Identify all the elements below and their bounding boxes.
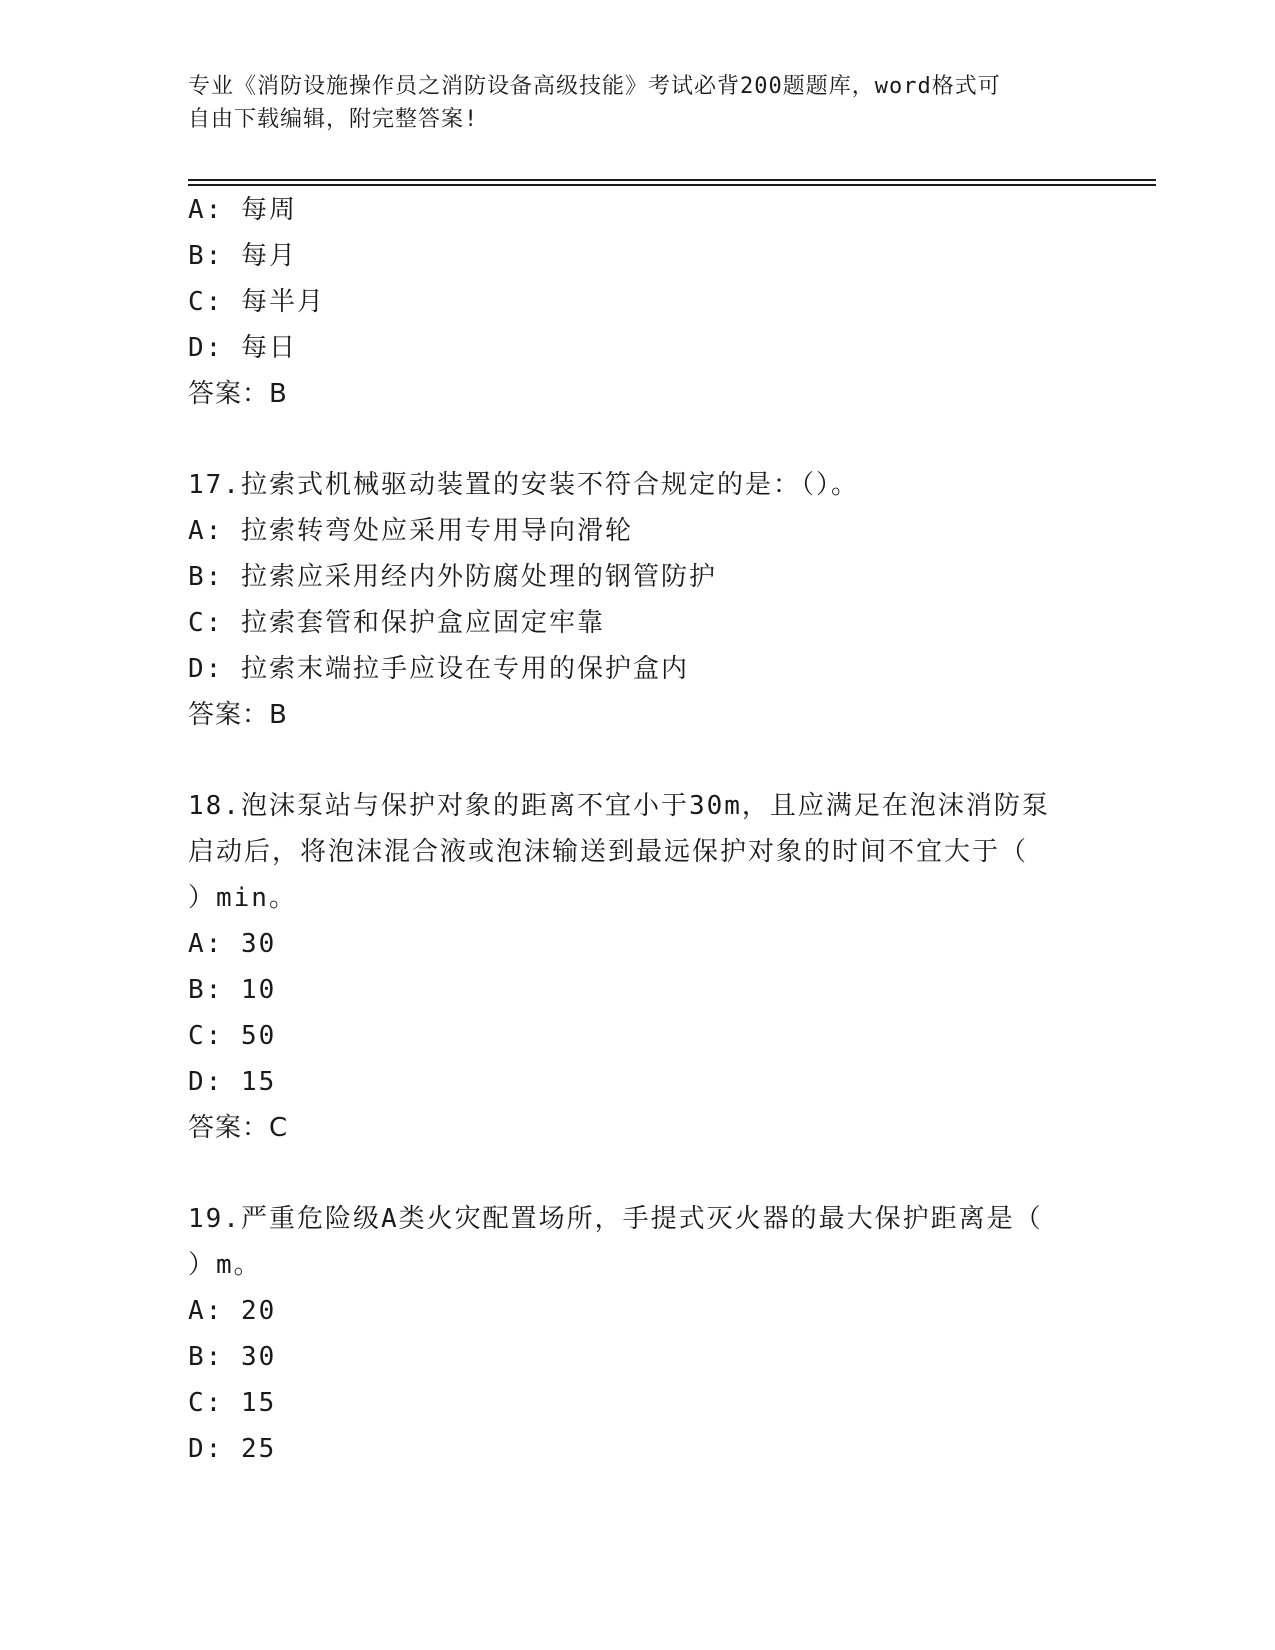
spacer xyxy=(188,417,1088,462)
question-text: 17.拉索式机械驱动装置的安装不符合规定的是：（）。 xyxy=(188,470,859,500)
option-c: C: 每半月 xyxy=(188,287,325,317)
question-16 xyxy=(188,187,1088,417)
option-d: D: 15 xyxy=(188,1067,277,1097)
option-b: B: 30 xyxy=(188,1342,277,1372)
header-line-1: 专业《消防设施操作员之消防设备高级技能》考试必背200题题库，word格式可 xyxy=(188,74,1001,99)
question-list xyxy=(188,187,1088,1472)
option-c: C: 50 xyxy=(188,1021,277,1051)
header-divider-top xyxy=(188,179,1156,181)
question-17 xyxy=(188,462,1088,738)
answer-line: 答案：C xyxy=(188,1113,289,1143)
option-a: A: 30 xyxy=(188,929,277,959)
option-b: B: 每月 xyxy=(188,241,297,271)
question-text-line-2: 启动后，将泡沫混合液或泡沫输送到最远保护对象的时间不宜大于（ xyxy=(188,837,1029,867)
option-c: C: 15 xyxy=(188,1388,277,1418)
option-d: D: 每日 xyxy=(188,333,297,363)
header-divider-bottom xyxy=(188,184,1156,186)
question-text-line-3: ）min。 xyxy=(188,883,297,913)
option-d: D: 拉索末端拉手应设在专用的保护盒内 xyxy=(188,654,689,684)
question-19 xyxy=(188,1196,1088,1472)
document-header xyxy=(188,70,1088,136)
option-a: A: 每周 xyxy=(188,195,297,225)
answer-line: 答案：B xyxy=(188,379,288,409)
question-text-line-2: ）m。 xyxy=(188,1250,262,1280)
option-d: D: 25 xyxy=(188,1434,277,1464)
question-18 xyxy=(188,783,1088,1151)
option-a: A: 20 xyxy=(188,1296,277,1326)
option-b: B: 拉索应采用经内外防腐处理的钢管防护 xyxy=(188,562,717,592)
header-line-2: 自由下载编辑，附完整答案! xyxy=(188,107,479,132)
spacer xyxy=(188,738,1088,783)
option-c: C: 拉索套管和保护盒应固定牢靠 xyxy=(188,608,605,638)
spacer xyxy=(188,1151,1088,1196)
question-text-line-1: 18.泡沫泵站与保护对象的距离不宜小于30m，且应满足在泡沫消防泵 xyxy=(188,791,1050,821)
option-b: B: 10 xyxy=(188,975,277,1005)
question-text-line-1: 19.严重危险级A类火灾配置场所，手提式灭火器的最大保护距离是（ xyxy=(188,1204,1043,1234)
option-a: A: 拉索转弯处应采用专用导向滑轮 xyxy=(188,516,633,546)
answer-line: 答案：B xyxy=(188,700,288,730)
